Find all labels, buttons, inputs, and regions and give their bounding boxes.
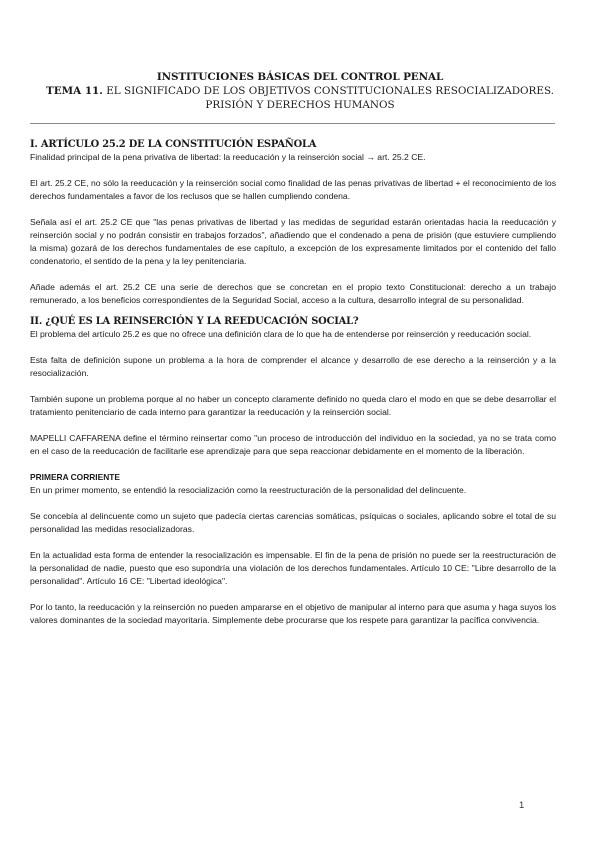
paragraph: Por lo tanto, la reeducación y la reinserción no pueden ampararse en el objetivo de manipular al interno para que asuma y haga suyos los valores dominantes de la sociedad mayoritaria. Simplemente debe procurarse que los respete para garantizar la pacífica convivencia.	[30, 602, 556, 625]
topic-title	[40, 84, 560, 112]
paragraph: También supone un problema porque al no haber un concepto claramente definido no queda claro el modo en que se debe desarrollar el tratamiento penitenciario de cada interno para garantizar la reeducación y la reinserción social.	[30, 394, 556, 417]
document-header	[40, 70, 560, 113]
document-body	[30, 138, 556, 627]
paragraph: MAPELLI CAFFARENA define el término reinsertar como "un proceso de introducción del individuo en la sociedad, ya no se trata como en el caso de la reeducación de facilitarle ese aprendizaje para que sepa reaccionar debidamente en el momento de la liberación.	[30, 433, 556, 456]
page-number: 1	[519, 799, 525, 810]
topic-name: EL SIGNIFICADO DE LOS OBJETIVOS CONSTITUCIONALES RESOCIALIZADORES. PRISIÓN Y DERECHOS HUMANOS	[102, 85, 555, 112]
paragraph: Esta falta de definición supone un problema a la hora de comprender el alcance y desarrollo de ese derecho a la reinserción y a la resocialización.	[30, 355, 556, 378]
section-heading-1: I. ARTÍCULO 25.2 DE LA CONSTITUCIÓN ESPAÑOLA	[30, 139, 317, 150]
paragraph: En un primer momento, se entendió la resocialización como la reestructuración de la personalidad del delincuente.	[30, 485, 467, 495]
header-divider	[30, 123, 555, 124]
subheading: PRIMERA CORRIENTE	[30, 472, 120, 482]
paragraph: Finalidad principal de la pena privativa de libertad: la reeducación y la reinserción social → art. 25.2 CE.	[30, 152, 426, 162]
section-heading-2: II. ¿QUÉ ES LA REINSERCIÓN Y LA REEDUCACIÓN SOCIAL?	[30, 316, 359, 327]
paragraph: En la actualidad esta forma de entender la resocialización es impensable. El fin de la pena de prisión no puede ser la reestructuración de la personalidad de nadie, puesto que eso supondría una violación de los derechos fundamentales. Artículo 10 CE: "Libre desarrollo de la personalidad". Artículo 16 CE: "Libertad ideológica".	[30, 550, 556, 586]
paragraph: Añade además el art. 25.2 CE una serie de derechos que se concretan en el propio texto Constitucional: derecho a un trabajo remunerado, a los beneficios correspondientes de la Seguridad Social, acceso a la cultura, desarrollo integral de su personalidad.	[30, 282, 556, 305]
paragraph: El art. 25.2 CE, no sólo la reeducación y la reinserción social como finalidad de las penas privativas de libertad + el reconocimiento de los derechos fundamentales a favor de los reclusos que se hallen cumpliendo condena.	[30, 178, 556, 201]
course-title: INSTITUCIONES BÁSICAS DEL CONTROL PENAL	[156, 71, 444, 83]
paragraph: El problema del artículo 25.2 es que no ofrece una definición clara de lo que ha de entenderse por reinserción y reeducación social.	[30, 329, 532, 339]
paragraph: Señala así el art. 25.2 CE que "las penas privativas de libertad y las medidas de seguridad estarán orientadas hacia la reeducación y reinserción social y no podrán consistir en trabajos forzados", añadiendo que el condenado a pena de prisión (que estuviere cumpliendo la misma) gozará de los derechos fundamentales de ese capítulo, a excepción de los expresamente limitados por el contenido del fallo condenatorio, el sentido de la pena y la ley penitenciaria.	[30, 217, 556, 266]
topic-number: TEMA 11.	[45, 85, 103, 98]
paragraph: Se concebía al delincuente como un sujeto que padecía ciertas carencias somáticas, psíquicas o sociales, aplicando sobre el total de su personalidad las medidas resocializadoras.	[30, 511, 556, 534]
